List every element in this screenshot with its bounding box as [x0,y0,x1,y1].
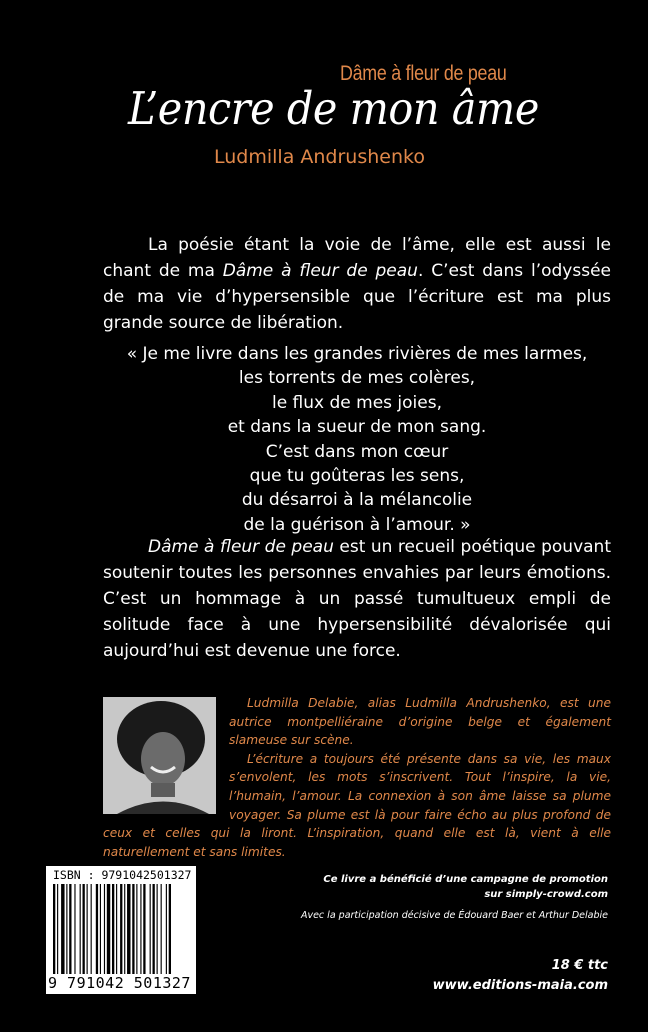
intro-paragraph [103,232,611,336]
price-label: 18 € ttc [551,958,608,973]
poem-line: de la guérison à l’amour. » [243,514,471,535]
summary-book-title: Dâme à fleur de peau [148,537,334,557]
poem-line: et dans la sueur de mon sang. [227,417,487,438]
isbn-label: ISBN : 9791042501327 [53,868,192,882]
crowdfunding-line: sur simply-crowd.com [484,889,608,900]
publisher-website: www.editions-maia.com [432,978,608,993]
isbn-barcode [46,866,196,994]
intro-text-end: . C’est dans l’odyssée de ma vie d’hypersensible que l’écriture est ma plus grande source de libération. [103,261,611,333]
summary-text: est un recueil poétique pouvant soutenir toutes les personnes envahies par leurs émotions. C’est un hommage à un passé tumultueux empli de solitude face à une hypersensibilité dévalorisée qui aujourd’hui est devenue une force. [103,537,611,661]
bio-paragraph: Ludmilla Delabie, alias Ludmilla Andrushenko, est une autrice montpelliéraine d’origine belge et également slameuse sur scène. [229,696,611,748]
ean-digits: 9 791042 501327 [48,974,191,992]
book-title: L’encre de mon âme [128,82,539,135]
author-bio [103,694,611,861]
photo-spacer [103,694,221,814]
poem-excerpt [103,342,611,537]
poem-line: « Je me livre dans les grandes rivières de mes larmes, [126,344,588,364]
poem-line: que tu goûteras les sens, [249,466,465,487]
poem-line: du désarroi à la mélancolie [241,490,473,511]
author-name: Ludmilla Andrushenko [214,146,425,168]
summary-paragraph [103,534,611,664]
bio-paragraph: L’écriture a toujours été présente dans sa vie, les maux s’envolent, les mots s’inscrivent. Tout l’inspire, la vie, l’humain, l’amour. La connexion à son âme laisse sa plume voyager. Sa plume est là pour faire écho au plus profond de ceux et celles qui la liront. L’inspiration, quand elle est là, vient à elle naturellement et sans limites. [103,751,611,859]
participation-note: Avec la participation décisive de Édouard Baer et Arthur Delabie [300,910,608,921]
book-subtitle: Dâme à fleur de peau [340,62,507,85]
intro-text-start: La poésie étant la voie de l’âme, elle est aussi le chant de ma [103,235,611,281]
barcode-icon [53,884,189,974]
crowdfunding-line: Ce livre a bénéficié d’une campagne de promotion [323,874,608,885]
crowdfunding-note [323,872,608,902]
poem-line: le flux de mes joies, [271,392,443,413]
poem-line: les torrents de mes colères, [238,368,476,389]
poem-line: C’est dans mon cœur [265,441,449,462]
intro-book-title: Dâme à fleur de peau [222,261,418,281]
